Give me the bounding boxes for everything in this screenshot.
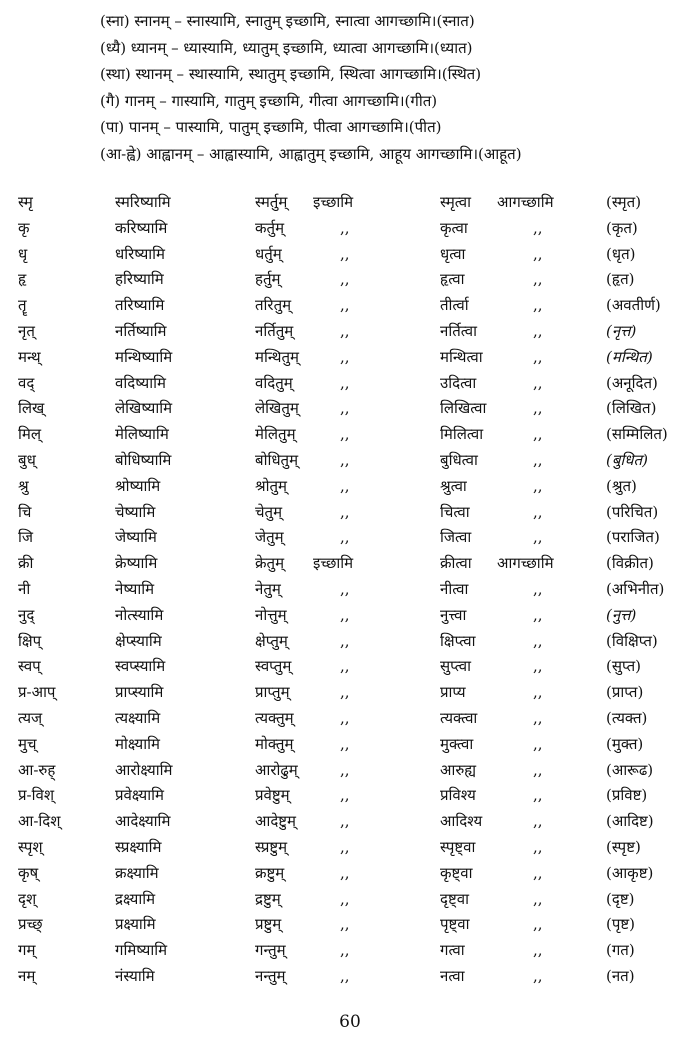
intro-line: (स्ना) स्नानम् – स्नास्यामि, स्नातुम् इच्छामि, स्नात्वा आगच्छामि।(स्नात) [100, 12, 475, 30]
table-row [0, 887, 700, 913]
ditto-mark: ,, [533, 708, 543, 727]
desire-word: इच्छामि [313, 554, 354, 573]
gerund-form: कृष्ट्वा [440, 863, 473, 882]
ditto-mark: ,, [340, 425, 350, 444]
future-form: प्रवेक्ष्यामि [115, 786, 164, 805]
verb-root: मन्थ् [18, 347, 41, 366]
infinitive-form: लेखितुम् [255, 399, 299, 418]
gerund-form: चित्वा [440, 502, 470, 521]
participle-form: (स्मृत) [606, 193, 642, 211]
future-form: लेखिष्यामि [115, 399, 173, 418]
infinitive-form: त्यक्तुम् [255, 708, 294, 727]
verb-root: गम् [18, 941, 36, 960]
infinitive-form: क्रष्टुम् [255, 863, 285, 882]
infinitive-form: नोत्तुम् [255, 605, 287, 624]
gerund-form: मिलित्वा [440, 425, 484, 444]
participle-form: (नत) [606, 966, 635, 985]
participle-form: (मुक्त) [606, 734, 644, 753]
ditto-mark: ,, [533, 579, 543, 598]
ditto-mark: ,, [533, 425, 543, 444]
ditto-mark: ,, [340, 347, 350, 366]
future-form: क्षेप्स्यामि [115, 631, 162, 650]
ditto-mark: ,, [340, 218, 350, 237]
verb-root: त्यज् [18, 708, 43, 727]
gerund-form: हृत्वा [440, 270, 465, 289]
future-form: करिष्यामि [115, 218, 168, 237]
participle-form: (आरूढ) [606, 760, 654, 779]
gerund-form: मन्थित्वा [440, 347, 483, 366]
verb-forms-table [0, 190, 700, 990]
participle-form: (पृष्ट) [606, 915, 635, 934]
participle-form: (कृत) [606, 218, 638, 237]
future-form: आदेक्ष्यामि [115, 812, 171, 831]
table-row [0, 783, 700, 809]
ditto-mark: ,, [533, 631, 543, 650]
future-form: नर्तिष्यामि [115, 321, 167, 340]
gerund-form: बुधित्वा [440, 450, 478, 469]
infinitive-form: वदितुम् [255, 373, 293, 392]
table-row [0, 809, 700, 835]
future-form: मेलिष्यामि [115, 425, 169, 444]
gerund-form: क्षिप्त्वा [440, 631, 476, 650]
gerund-form: गत्वा [440, 941, 465, 960]
gerund-form: स्पृष्ट्वा [440, 837, 476, 856]
infinitive-form: कर्तुम् [255, 218, 285, 237]
infinitive-form: श्रोतुम् [255, 476, 288, 495]
ditto-mark: ,, [340, 760, 350, 779]
gerund-form: नत्वा [440, 966, 465, 985]
participle-form: (श्रुत) [606, 476, 637, 495]
ditto-mark: ,, [533, 270, 543, 289]
participle-form: (आदिष्ट) [606, 812, 654, 831]
gerund-form: श्रुत्वा [440, 476, 467, 495]
future-form: आरोक्ष्यामि [115, 760, 173, 779]
verb-root: तॄ [18, 296, 27, 315]
table-row [0, 525, 700, 551]
participle-form: (स्पृष्ट) [606, 837, 641, 856]
future-form: प्राप्स्यामि [115, 683, 164, 702]
gerund-form: स्मृत्वा [440, 193, 472, 211]
desire-word: इच्छामि [313, 193, 354, 211]
ditto-mark: ,, [533, 218, 543, 237]
verb-root: हृ [18, 270, 27, 289]
verb-root: चि [18, 502, 32, 521]
participle-form: (दृष्ट) [606, 889, 635, 908]
table-row [0, 912, 700, 938]
future-form: द्रक्ष्यामि [115, 889, 156, 908]
table-row [0, 654, 700, 680]
infinitive-form: क्षेप्तुम् [255, 631, 288, 650]
ditto-mark: ,, [533, 450, 543, 469]
intro-line: (आ-ह्वे) आह्वानम् – आह्वास्यामि, आह्वातुम् इच्छामि, आहूय आगच्छामि।(आहूत) [100, 144, 522, 163]
verb-root: वद् [18, 373, 35, 392]
future-form: धरिष्यामि [115, 244, 166, 263]
verb-root: स्वप् [18, 657, 41, 676]
future-form: नोत्स्यामि [115, 605, 164, 624]
ditto-mark: ,, [340, 683, 350, 702]
verb-root: श्रु [18, 476, 29, 495]
gerund-form: लिखित्वा [440, 399, 487, 418]
participle-form: (हृत) [606, 270, 635, 289]
ditto-mark: ,, [533, 605, 543, 624]
infinitive-form: तरितुम् [255, 296, 292, 315]
participle-form: (सम्मिलित) [606, 425, 668, 444]
verb-root: बुध् [18, 450, 36, 469]
future-form: त्यक्ष्यामि [115, 708, 161, 727]
ditto-mark: ,, [533, 760, 543, 779]
infinitive-form: क्रेतुम् [255, 554, 285, 573]
participle-form: (विक्रीत) [606, 554, 654, 573]
participle-form: (पराजित) [606, 528, 660, 547]
participle-form: (नुत्त) [606, 605, 637, 624]
future-form: स्मरिष्यामि [115, 193, 171, 211]
ditto-mark: ,, [340, 244, 350, 263]
ditto-mark: ,, [533, 373, 543, 392]
verb-root: प्र-आप् [18, 683, 56, 702]
infinitive-form: मेलितुम् [255, 425, 296, 444]
gerund-form: मुक्त्वा [440, 734, 474, 753]
gerund-form: त्यक्त्वा [440, 708, 478, 727]
ditto-mark: ,, [533, 502, 543, 521]
future-form: नंस्यामि [115, 966, 155, 985]
table-row [0, 293, 700, 319]
infinitive-form: प्रवेष्टुम् [255, 786, 290, 805]
future-form: स्वप्स्यामि [115, 657, 166, 676]
come-word: आगच्छामि [497, 193, 554, 211]
participle-form: (बुधित) [606, 450, 648, 469]
table-row [0, 577, 700, 603]
table-row [0, 861, 700, 887]
table-row [0, 706, 700, 732]
future-form: हरिष्यामि [115, 270, 164, 289]
gerund-form: उदित्वा [440, 373, 477, 392]
infinitive-form: स्प्रष्टुम् [255, 837, 288, 856]
participle-form: (नृत्त) [606, 321, 637, 340]
verb-root: धृ [18, 244, 28, 263]
verb-root: लिख् [18, 399, 45, 418]
infinitive-form: हर्तुम् [255, 270, 281, 289]
participle-form: (परिचित) [606, 502, 659, 521]
verb-root: क्री [18, 554, 34, 573]
verb-root: नम् [18, 966, 36, 985]
table-row [0, 603, 700, 629]
ditto-mark: ,, [340, 786, 350, 805]
participle-form: (विक्षिप्त) [606, 631, 658, 650]
future-form: बोधिष्यामि [115, 450, 172, 469]
verb-root: प्रच्छ् [18, 915, 43, 934]
ditto-mark: ,, [340, 734, 350, 753]
participle-form: (अनूदित) [606, 373, 658, 392]
ditto-mark: ,, [340, 270, 350, 289]
future-form: तरिष्यामि [115, 296, 165, 315]
verb-root: आ-दिश् [18, 812, 61, 831]
participle-form: (लिखित) [606, 399, 657, 418]
gerund-form: आरुह्य [440, 760, 477, 779]
infinitive-form: मोक्तुम् [255, 734, 294, 753]
future-form: क्रेष्यामि [115, 554, 158, 573]
future-form: मोक्ष्यामि [115, 734, 160, 753]
table-row [0, 267, 700, 293]
ditto-mark: ,, [340, 812, 350, 831]
intro-examples [100, 8, 690, 168]
table-row [0, 500, 700, 526]
ditto-mark: ,, [340, 296, 350, 315]
ditto-mark: ,, [340, 889, 350, 908]
participle-form: (आकृष्ट) [606, 863, 654, 882]
gerund-form: आदिश्य [440, 812, 483, 831]
future-form: नेष्यामि [115, 579, 155, 598]
ditto-mark: ,, [340, 966, 350, 985]
ditto-mark: ,, [533, 915, 543, 934]
verb-root: स्पृश् [18, 837, 43, 856]
ditto-mark: ,, [533, 347, 543, 366]
verb-root: कृ [18, 218, 30, 237]
gerund-form: क्रीत्वा [440, 554, 472, 573]
verb-root: कृष् [18, 863, 39, 882]
ditto-mark: ,, [533, 296, 543, 315]
verb-root: प्र-विश् [18, 786, 55, 805]
infinitive-form: द्रष्टुम् [255, 889, 281, 908]
ditto-mark: ,, [340, 528, 350, 547]
future-form: मन्थिष्यामि [115, 347, 173, 366]
future-form: गमिष्यामि [115, 941, 168, 960]
infinitive-form: बोधितुम् [255, 450, 299, 469]
ditto-mark: ,, [340, 579, 350, 598]
participle-form: (गत) [606, 941, 635, 960]
ditto-mark: ,, [340, 476, 350, 495]
table-row [0, 448, 700, 474]
gerund-form: पृष्ट्वा [440, 915, 470, 934]
participle-form: (अभिनीत) [606, 579, 665, 598]
table-row [0, 319, 700, 345]
ditto-mark: ,, [533, 837, 543, 856]
future-form: वदिष्यामि [115, 373, 166, 392]
verb-root: स्मृ [18, 193, 33, 211]
infinitive-form: नर्तितुम् [255, 321, 294, 340]
table-row [0, 629, 700, 655]
ditto-mark: ,, [533, 941, 543, 960]
table-row [0, 474, 700, 500]
intro-line: (ध्यै) ध्यानम् – ध्यास्यामि, ध्यातुम् इच्छामि, ध्यात्वा आगच्छामि।(ध्यात) [100, 38, 473, 57]
participle-form: (धृत) [606, 244, 636, 263]
intro-line: (स्था) स्थानम् – स्थास्यामि, स्थातुम् इच्छामि, स्थित्वा आगच्छामि।(स्थित) [100, 65, 482, 84]
table-row [0, 345, 700, 371]
infinitive-form: नेतुम् [255, 579, 281, 598]
come-word: आगच्छामि [497, 554, 554, 573]
table-row [0, 190, 700, 216]
infinitive-form: धर्तुम् [255, 244, 282, 263]
future-form: क्रक्ष्यामि [115, 863, 159, 882]
gerund-form: तीर्त्वा [440, 296, 469, 315]
infinitive-form: गन्तुम् [255, 941, 286, 960]
ditto-mark: ,, [533, 812, 543, 831]
future-form: जेष्यामि [115, 528, 157, 547]
ditto-mark: ,, [533, 244, 543, 263]
verb-root: दृश् [18, 889, 37, 908]
participle-form: (सुप्त) [606, 657, 642, 676]
participle-form: (त्यक्त) [606, 708, 648, 727]
ditto-mark: ,, [340, 605, 350, 624]
future-form: स्प्रक्ष्यामि [115, 837, 162, 856]
gerund-form: नीत्वा [440, 579, 469, 598]
table-row [0, 758, 700, 784]
future-form: श्रोष्यामि [115, 476, 161, 495]
gerund-form: नर्तित्वा [440, 321, 477, 340]
future-form: चेष्यामि [115, 502, 156, 521]
table-row [0, 422, 700, 448]
ditto-mark: ,, [340, 941, 350, 960]
verb-root: नुद् [18, 605, 35, 624]
infinitive-form: स्वप्तुम् [255, 657, 292, 676]
table-row [0, 216, 700, 242]
ditto-mark: ,, [340, 837, 350, 856]
infinitive-form: मन्थितुम् [255, 347, 299, 366]
ditto-mark: ,, [533, 476, 543, 495]
infinitive-form: प्रष्टुम् [255, 915, 282, 934]
ditto-mark: ,, [340, 631, 350, 650]
ditto-mark: ,, [533, 321, 543, 340]
infinitive-form: जेतुम् [255, 528, 284, 547]
table-row [0, 964, 700, 990]
ditto-mark: ,, [340, 657, 350, 676]
infinitive-form: नन्तुम् [255, 966, 286, 985]
verb-root: नी [18, 579, 31, 598]
table-row [0, 732, 700, 758]
verb-root: नृत् [18, 321, 35, 340]
ditto-mark: ,, [340, 863, 350, 882]
table-row [0, 242, 700, 268]
infinitive-form: आदेष्टुम् [255, 812, 297, 831]
intro-line: (गै) गानम् – गास्यामि, गातुम् इच्छामि, गीत्वा आगच्छामि।(गीत) [100, 91, 438, 110]
participle-form: (प्रविष्ट) [606, 786, 648, 805]
gerund-form: प्रविश्य [440, 786, 476, 805]
table-row [0, 680, 700, 706]
ditto-mark: ,, [533, 683, 543, 702]
infinitive-form: प्राप्तुम् [255, 683, 290, 702]
gerund-form: धृत्वा [440, 244, 466, 263]
table-row [0, 396, 700, 422]
verb-root: क्षिप् [18, 631, 42, 650]
table-row [0, 551, 700, 577]
table-row [0, 371, 700, 397]
verb-root: मुच् [18, 734, 37, 753]
verb-root: जि [18, 528, 34, 547]
ditto-mark: ,, [533, 966, 543, 985]
gerund-form: कृत्वा [440, 218, 468, 237]
gerund-form: नुत्त्वा [440, 605, 467, 624]
ditto-mark: ,, [533, 528, 543, 547]
verb-root: आ-रुह् [18, 760, 56, 779]
ditto-mark: ,, [340, 321, 350, 340]
ditto-mark: ,, [533, 786, 543, 805]
infinitive-form: आरोढुम् [255, 760, 298, 779]
infinitive-form: चेतुम् [255, 502, 283, 521]
ditto-mark: ,, [533, 657, 543, 676]
ditto-mark: ,, [533, 889, 543, 908]
ditto-mark: ,, [340, 373, 350, 392]
participle-form: (अवतीर्ण) [606, 296, 661, 315]
ditto-mark: ,, [340, 708, 350, 727]
ditto-mark: ,, [533, 863, 543, 882]
ditto-mark: ,, [533, 399, 543, 418]
future-form: प्रक्ष्यामि [115, 915, 156, 934]
gerund-form: दृष्ट्वा [440, 889, 469, 908]
table-row [0, 835, 700, 861]
page-number: 60 [339, 1012, 361, 1032]
gerund-form: सुप्त्वा [440, 657, 471, 676]
ditto-mark: ,, [340, 915, 350, 934]
participle-form: (प्राप्त) [606, 683, 644, 702]
ditto-mark: ,, [340, 399, 350, 418]
gerund-form: प्राप्य [440, 683, 466, 702]
intro-line: (पा) पानम् – पास्यामि, पातुम् इच्छामि, पीत्वा आगच्छामि।(पीत) [100, 118, 442, 137]
table-row [0, 938, 700, 964]
infinitive-form: स्मर्तुम् [255, 193, 288, 211]
ditto-mark: ,, [340, 450, 350, 469]
participle-form: (मन्थित) [606, 347, 653, 366]
gerund-form: जित्वा [440, 528, 472, 547]
verb-root: मिल् [18, 425, 42, 444]
ditto-mark: ,, [533, 734, 543, 753]
ditto-mark: ,, [340, 502, 350, 521]
